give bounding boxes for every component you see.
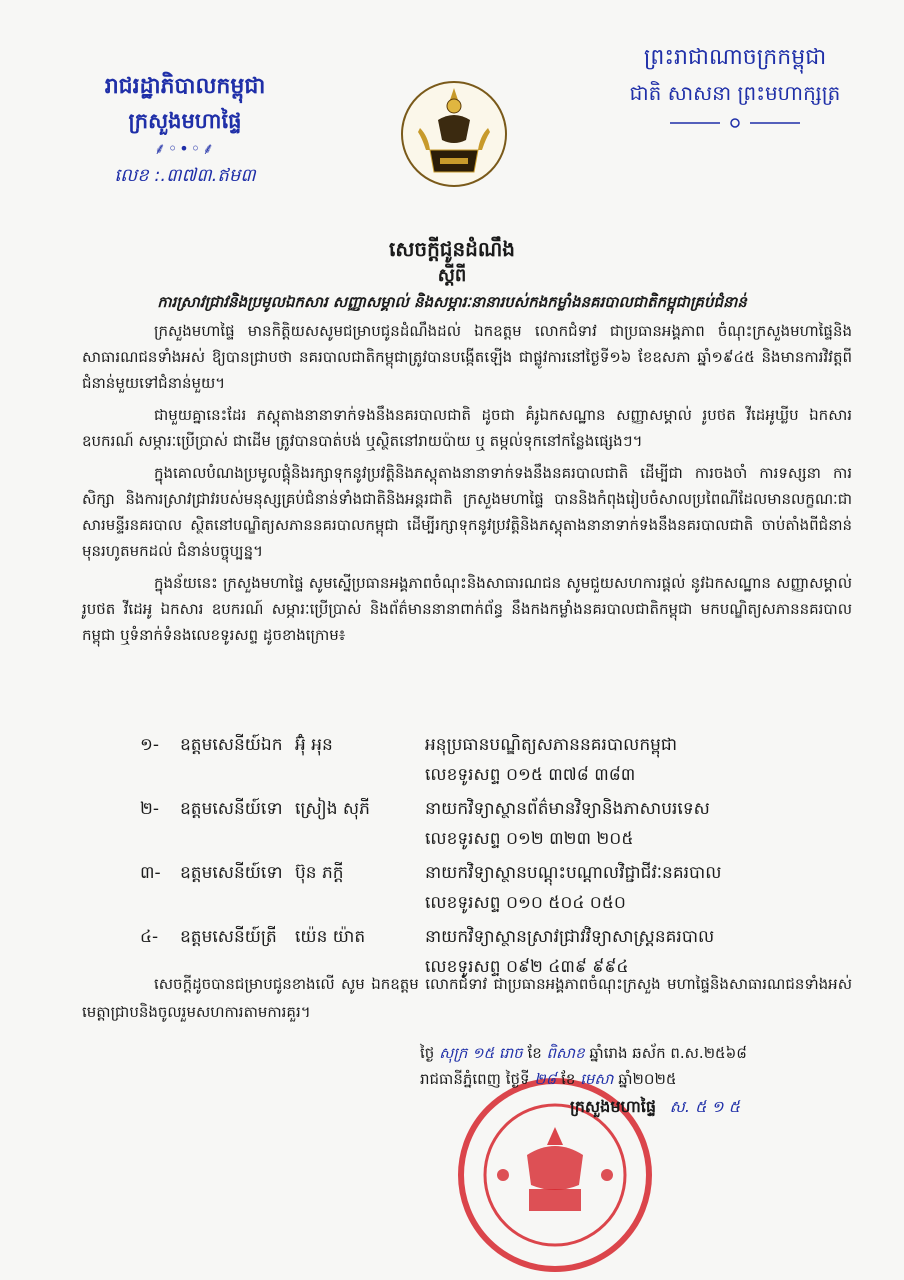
paragraph-4: ក្នុងន័យនេះ ក្រសួងមហាផ្ទៃ សូមស្នើប្រធានអង្គភាពចំណុះនិងសាធារណជន សូមជួយសហការផ្តល់ នូវឯកសណ្ឋាន សញ្ញាសម្គាល់ រូបថត វីដេអូ ឯកសារ ឧបករណ៍ សម្ភារៈប្រើប្រាស់ និងព័ត៌មាននានាពាក់ព័ន្ធ នឹងកងកម្លាំងនគរបាលជាតិកម្ពុជា មកបណ្ឌិត្យសភាននគរបាលកម្ពុជា ឬទំនាក់ទំនងលេខទូរសព្ទ ដូចខាងក្រោម៖ — [82, 574, 852, 644]
lunar-date-line — [420, 1040, 860, 1066]
contact-name: យ៉េន យ៉ាត — [295, 927, 366, 947]
lunar-day: សុក្រ ១៥ រោច — [439, 1044, 523, 1062]
place-prefix: រាជធានីភ្នំពេញ ថ្ងៃទី — [420, 1070, 530, 1088]
contact-phone: លេខទូរសព្ទ ០១៥ ៣៧៨ ៣៨៣ — [425, 765, 636, 785]
motto-divider-ornament — [670, 116, 800, 130]
paragraph-2: ជាមួយគ្នានេះដែរ ភស្តុតាងនានាទាក់ទងនឹងនគរបាលជាតិ ដូចជា គំរូឯកសណ្ឋាន សញ្ញាសម្គាល់ រូបថត វីដេអូឃ្លីប ឯកសារ ឧបករណ៍ សម្ភារៈប្រើប្រាស់ ជាដើម ត្រូវបានបាត់បង់ ឬស្ថិតនៅរាយប៉ាយ ឬ តម្កល់ទុកនៅកន្លែងផ្សេងៗ។ — [82, 406, 852, 450]
signature-block — [570, 1096, 740, 1120]
contact-rank: ឧត្តមសេនីយ៍ត្រី — [180, 927, 277, 947]
kingdom-name: ព្រះរាជាណាចក្រកម្ពុជា — [643, 45, 827, 70]
contact-phone: លេខទូរសព្ទ ០១២ ៣២៣ ២០៥ — [425, 829, 634, 849]
contact-number: ២- — [140, 799, 160, 819]
ministry-name: ក្រសួងមហាផ្ទៃ — [128, 109, 242, 133]
contact-item — [140, 858, 860, 918]
notice-body — [82, 318, 852, 654]
signer-initials: ស. ៥ ១ ៥ — [669, 1097, 740, 1116]
lunar-year: ឆ្នាំរោង ឆស័ក ព.ស.២៥៦៨ — [589, 1044, 747, 1062]
contact-position: នាយកវិទ្យាស្ថានស្រាវជ្រាវវិទ្យាសាស្ត្រនគរបាល — [425, 927, 715, 947]
contact-phone: លេខទូរសព្ទ ០៩២ ៤៣៩ ៩៩៤ — [425, 957, 629, 977]
paragraph-3: ក្នុងគោលបំណងប្រមូលផ្តុំនិងរក្សាទុកនូវប្រវត្តិនិងភស្តុតាងនានាទាក់ទងនឹងនគរបាលជាតិ ដើម្បីជា ការចងចាំ ការទស្សនា ការសិក្សា និងការស្រាវជ្រាវរបស់មនុស្សគ្រប់ជំនាន់ទាំងជាតិនិងអន្តរជាតិ ក្រសួងមហាផ្ទៃ បាននិងកំពុងរៀបចំសាលប្រពៃណីដែលមានលក្ខណៈជាសារមន្ទីរនគរបាល ស្ថិតនៅបណ្ឌិត្យសភាននគរបាលកម្ពុជា ដើម្បីរក្សាទុកនូវប្រវត្តិនិងភស្តុតាងនានាទាក់ទងនឹងនគរបាលជាតិ ចាប់តាំងពីជំនាន់មុនរហូតមកដល់ ជំនាន់បច្ចុប្បន្ន។ — [82, 464, 852, 560]
contact-item — [140, 794, 860, 854]
contact-rank: ឧត្តមសេនីយ៍ទោ — [180, 863, 283, 883]
header-ornament: ⸙◦•◦⸙ — [153, 139, 217, 158]
contact-item — [140, 730, 860, 790]
contact-details — [425, 858, 860, 918]
solar-date-line — [420, 1066, 860, 1092]
contact-phone: លេខទូរសព្ទ ០១០ ៥០៤ ០៥០ — [425, 893, 626, 913]
contact-number: ៤- — [140, 927, 159, 947]
lunar-month: ពិសាខ — [546, 1044, 585, 1062]
month-label: ខែ — [561, 1070, 576, 1088]
notice-title: សេចក្តីជូនដំណឹង — [389, 237, 515, 261]
notice-subject: ការស្រាវជ្រាវនិងប្រមូលឯកសារ សញ្ញាសម្គាល់ និងសម្ភារៈនានារបស់កងកម្លាំងនគរបាលជាតិកម្ពុជាគ្រប់ជំនាន់ — [157, 293, 747, 311]
contact-position: អនុប្រធានបណ្ឌិត្យសភាននគរបាលកម្ពុជា — [425, 735, 678, 755]
contact-position: នាយកវិទ្យាស្ថានបណ្តុះបណ្តាលវិជ្ជាជីវៈនគរបាល — [425, 863, 722, 883]
reference-number: លេខ :.៣៧៣.ឥម៣ — [114, 165, 256, 186]
contact-name: អ៊ុំ អុន — [295, 735, 333, 755]
notice-title-block — [40, 235, 864, 315]
ministry-header — [70, 70, 300, 192]
date-block — [420, 1040, 860, 1092]
contact-details — [425, 794, 860, 854]
contact-rank: ឧត្តមសេនីយ៍ឯក — [180, 735, 283, 755]
signer-title: ក្រសួងមហាផ្ទៃ — [570, 1097, 657, 1116]
contact-number: ១- — [140, 735, 160, 755]
contact-name: ស្រៀង សុភី — [295, 799, 370, 819]
month-label: ខែ — [527, 1044, 542, 1062]
contact-list — [140, 730, 860, 986]
contact-position: នាយកវិទ្យាស្ថានព័ត៌មានវិទ្យានិងភាសាបរទេស — [425, 799, 710, 819]
contact-number: ៣- — [140, 863, 161, 883]
closing-paragraph: សេចក្តីដូចបានជម្រាបជូនខាងលើ សូម ឯកឧត្តម លោកជំទាវ ជាប្រធានអង្គភាពចំណុះក្រសួង មហាផ្ទៃនិងសាធារណជនទាំងអស់ មេត្តាជ្រាបនិងចូលរួមសហការតាមការគួរ។ — [82, 975, 852, 1021]
government-name: រាជរដ្ឋាភិបាលកម្ពុជា — [104, 74, 266, 99]
royal-arms-emblem — [400, 80, 508, 188]
contact-details — [425, 730, 860, 790]
solar-year: ឆ្នាំ២០២៥ — [618, 1070, 677, 1088]
solar-month: មេសា — [580, 1070, 614, 1088]
notice-regarding: ស្តីពី — [437, 265, 467, 286]
national-motto: ជាតិ សាសនា ព្រះមហាក្សត្រ — [629, 81, 841, 105]
paragraph-1: ក្រសួងមហាផ្ទៃ មានកិត្តិយសសូមជម្រាបជូនដំណឹងដល់ ឯកឧត្តម លោកជំទាវ ជាប្រធានអង្គភាព ចំណុះក្រសួងមហាផ្ទៃនិងសាធារណជនទាំងអស់ ឱ្យបានជ្រាបថា នគរបាលជាតិកម្ពុជាត្រូវបានបង្កើតឡើង ជាផ្លូវការនៅថ្ងៃទី១៦ ខែឧសភា ឆ្នាំ១៩៤៥ និងមានការវិវត្តពីជំនាន់មួយទៅជំនាន់មួយ។ — [82, 322, 852, 392]
contact-rank: ឧត្តមសេនីយ៍ទោ — [180, 799, 283, 819]
solar-day: ២៨ — [534, 1070, 557, 1088]
lunar-prefix: ថ្ងៃ — [420, 1044, 435, 1062]
contact-name: ប៊ុន ភក្តី — [295, 863, 344, 883]
kingdom-header — [600, 40, 870, 134]
